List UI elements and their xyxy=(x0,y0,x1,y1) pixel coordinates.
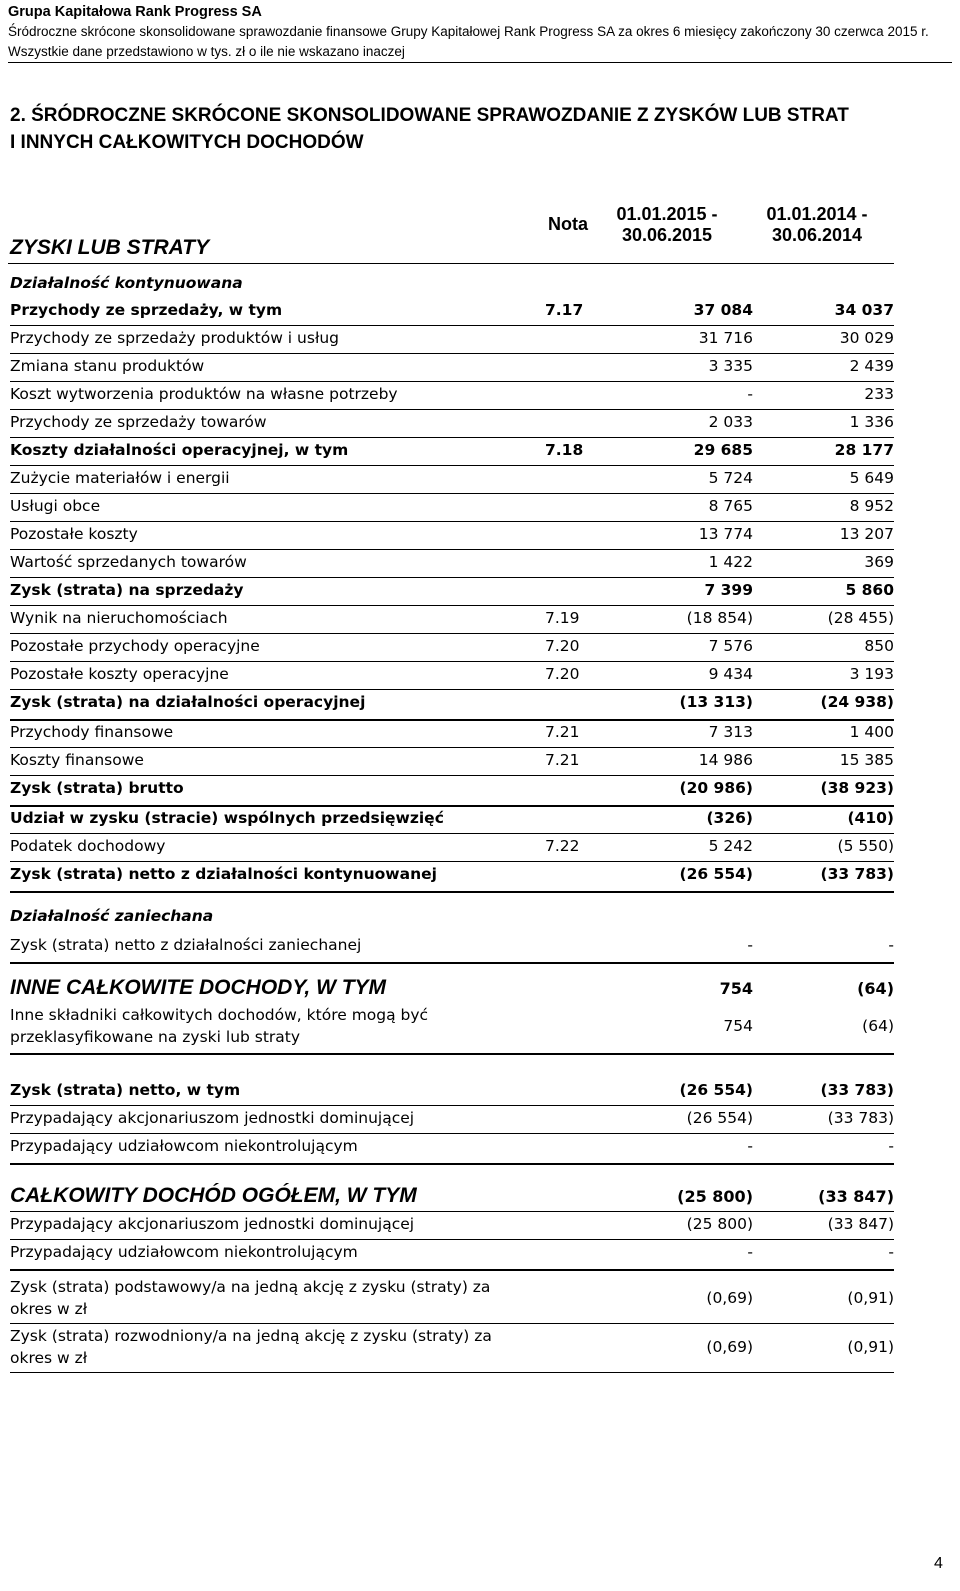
row-value-2014: (28 455) xyxy=(827,609,894,627)
row-nota: 7.21 xyxy=(545,723,580,741)
page-number: 4 xyxy=(934,1555,943,1572)
table-header-divider xyxy=(8,263,894,264)
table-row xyxy=(10,633,894,662)
table-row xyxy=(10,1105,894,1134)
row-value-2014: 5 860 xyxy=(845,581,894,599)
row-value-2014: (0,91) xyxy=(847,1338,894,1356)
row-value-2015: 9 434 xyxy=(708,665,753,683)
row-value-2014: 369 xyxy=(864,553,894,571)
table-row xyxy=(10,1211,894,1240)
row-value-2015: (26 554) xyxy=(679,1081,753,1099)
row-label: Koszty finansowe xyxy=(10,751,144,769)
row-value-2014: 30 029 xyxy=(839,329,894,347)
row-value-2014: 5 649 xyxy=(849,469,894,487)
row-value-2015: - xyxy=(747,1137,753,1155)
row-value-2014: (33 783) xyxy=(820,865,894,883)
table-row xyxy=(10,297,894,326)
row-value-2015: (26 554) xyxy=(686,1109,753,1127)
table-row xyxy=(10,833,894,862)
row-value-2015: 7 399 xyxy=(704,581,753,599)
row-nota: 7.20 xyxy=(545,637,580,655)
row-value-2014: 8 952 xyxy=(849,497,894,515)
table-row xyxy=(10,521,894,550)
row-nota: 7.20 xyxy=(545,665,580,683)
row-label: Pozostałe koszty xyxy=(10,525,138,543)
row-nota: 7.17 xyxy=(545,301,584,319)
row-value-2014: (64) xyxy=(857,979,894,998)
row-value-2015: (20 986) xyxy=(679,779,753,797)
report-title-line: Śródroczne skrócone skonsolidowane sprawozdanie finansowe Grupy Kapitałowej Rank Progress SA za okres 6 miesięcy zakończony 30 czerwca 2015 r. xyxy=(8,24,929,39)
row-label: Zysk (strata) na sprzedaży xyxy=(10,581,244,599)
table-row xyxy=(10,437,894,466)
row-value-2015: 754 xyxy=(723,1017,753,1035)
row-value-2015: (0,69) xyxy=(706,1338,753,1356)
row-value-2014: 1 336 xyxy=(849,413,894,431)
table-row xyxy=(10,1003,894,1055)
row-value-2014: (64) xyxy=(862,1017,894,1035)
row-label: Działalność kontynuowana xyxy=(10,274,243,292)
period-2014-header xyxy=(752,204,882,246)
row-value-2015: (25 800) xyxy=(677,1187,753,1206)
row-label: Przypadający udziałowcom niekontrolującym xyxy=(10,1243,358,1261)
table-row xyxy=(10,1133,894,1165)
row-value-2014: (33 783) xyxy=(827,1109,894,1127)
row-value-2015: 5 242 xyxy=(708,837,753,855)
period-2015-line1: 01.01.2015 - xyxy=(616,204,718,224)
row-value-2014: 233 xyxy=(864,385,894,403)
row-label: Zysk (strata) netto z działalności zaniechanej xyxy=(10,936,362,954)
table-row xyxy=(10,689,894,721)
row-value-2015: - xyxy=(747,1243,753,1261)
row-value-2014: (410) xyxy=(847,809,894,827)
row-label: Przypadający akcjonariuszom jednostki dominującej xyxy=(10,1215,415,1233)
row-label: Pozostałe koszty operacyjne xyxy=(10,665,229,683)
row-value-2015: (326) xyxy=(706,809,753,827)
row-value-2015: 5 724 xyxy=(708,469,753,487)
row-label: Przypadający udziałowcom niekontrolującym xyxy=(10,1137,358,1155)
row-label: Inne składniki całkowitych dochodów, które mogą być przeklasyfikowane na zyski lub straty xyxy=(10,1006,429,1046)
row-label: Usługi obce xyxy=(10,497,101,515)
row-value-2015: (26 554) xyxy=(679,865,753,883)
row-nota: 7.22 xyxy=(545,837,580,855)
row-value-2015: (13 313) xyxy=(679,693,753,711)
row-value-2015: 2 033 xyxy=(708,413,753,431)
table-row xyxy=(10,932,894,964)
row-label: INNE CAŁKOWITE DOCHODY, W TYM xyxy=(10,976,387,999)
table-row xyxy=(10,465,894,494)
table-row xyxy=(10,409,894,438)
row-value-2014: (0,91) xyxy=(847,1289,894,1307)
table-row xyxy=(10,325,894,354)
row-value-2015: - xyxy=(747,936,753,954)
row-value-2014: (33 847) xyxy=(818,1187,894,1206)
row-value-2014: 850 xyxy=(864,637,894,655)
row-value-2014: - xyxy=(888,936,894,954)
row-nota: 7.18 xyxy=(545,441,584,459)
row-value-2014: (38 923) xyxy=(820,779,894,797)
row-label: Pozostałe przychody operacyjne xyxy=(10,637,260,655)
row-value-2014: 2 439 xyxy=(849,357,894,375)
table-row xyxy=(10,270,894,298)
row-value-2015: 31 716 xyxy=(698,329,753,347)
period-2015-header xyxy=(602,204,732,246)
row-value-2015: 13 774 xyxy=(698,525,753,543)
row-label: Zysk (strata) na działalności operacyjnej xyxy=(10,693,366,711)
table-row xyxy=(10,577,894,606)
company-name: Grupa Kapitałowa Rank Progress SA xyxy=(8,4,262,20)
row-label: Zużycie materiałów i energii xyxy=(10,469,230,487)
table-row xyxy=(10,861,894,893)
table-row xyxy=(10,1275,894,1324)
row-value-2015: - xyxy=(747,385,753,403)
row-value-2014: - xyxy=(888,1137,894,1155)
row-value-2015: 1 422 xyxy=(708,553,753,571)
row-value-2014: (33 783) xyxy=(820,1081,894,1099)
row-label: Koszt wytworzenia produktów na własne potrzeby xyxy=(10,385,398,403)
row-label: Zysk (strata) rozwodniony/a na jedną akcję z zysku (straty) za okres w zł xyxy=(10,1327,492,1367)
row-value-2015: (25 800) xyxy=(686,1215,753,1233)
row-value-2014: (33 847) xyxy=(827,1215,894,1233)
table-row xyxy=(10,353,894,382)
row-label: Przypadający akcjonariuszom jednostki dominującej xyxy=(10,1109,415,1127)
table-row xyxy=(10,549,894,578)
section-title-line1: 2. ŚRÓDROCZNE SKRÓCONE SKONSOLIDOWANE SPRAWOZDANIE Z ZYSKÓW LUB STRAT xyxy=(10,105,849,126)
section-title-line2: I INNYCH CAŁKOWITYCH DOCHODÓW xyxy=(10,132,364,153)
row-value-2015: 3 335 xyxy=(708,357,753,375)
section-title xyxy=(10,102,950,156)
row-value-2014: 1 400 xyxy=(849,723,894,741)
table-row xyxy=(10,1324,894,1373)
table-row xyxy=(10,381,894,410)
row-nota: 7.21 xyxy=(545,751,580,769)
row-value-2014: - xyxy=(888,1243,894,1261)
table-row xyxy=(10,1239,894,1271)
row-label: Zysk (strata) brutto xyxy=(10,779,184,797)
units-note: Wszystkie dane przedstawiono w tys. zł o ile nie wskazano inaczej xyxy=(8,44,405,59)
row-label: Działalność zaniechana xyxy=(10,907,214,925)
row-label: CAŁKOWITY DOCHÓD OGÓŁEM, W TYM xyxy=(10,1184,417,1207)
table-row xyxy=(10,805,894,834)
row-nota: 7.19 xyxy=(545,609,580,627)
row-label: Wartość sprzedanych towarów xyxy=(10,553,247,571)
row-value-2014: 3 193 xyxy=(849,665,894,683)
row-value-2014: 28 177 xyxy=(834,441,894,459)
page-header xyxy=(8,0,952,62)
row-label: Udział w zysku (stracie) wspólnych przedsięwzięć xyxy=(10,809,444,827)
row-value-2015: (0,69) xyxy=(706,1289,753,1307)
row-value-2015: 37 084 xyxy=(693,301,753,319)
row-value-2015: 14 986 xyxy=(698,751,753,769)
row-value-2015: 7 313 xyxy=(708,723,753,741)
row-value-2014: 13 207 xyxy=(839,525,894,543)
row-label: Podatek dochodowy xyxy=(10,837,166,855)
row-label: Przychody ze sprzedaży produktów i usług xyxy=(10,329,340,347)
table-row xyxy=(10,719,894,748)
row-value-2014: (5 550) xyxy=(837,837,894,855)
row-value-2014: (24 938) xyxy=(820,693,894,711)
table-row xyxy=(10,605,894,634)
row-label: Przychody ze sprzedaży, w tym xyxy=(10,301,283,319)
table-row xyxy=(10,903,894,931)
nota-column-header: Nota xyxy=(548,214,588,234)
row-label: Przychody finansowe xyxy=(10,723,174,741)
row-label: Przychody ze sprzedaży towarów xyxy=(10,413,267,431)
row-value-2014: 15 385 xyxy=(839,751,894,769)
row-label: Wynik na nieruchomościach xyxy=(10,609,228,627)
table-caption: ZYSKI LUB STRATY xyxy=(10,236,210,259)
row-value-2015: 29 685 xyxy=(693,441,753,459)
row-label: Zysk (strata) netto, w tym xyxy=(10,1081,241,1099)
row-label: Koszty działalności operacyjnej, w tym xyxy=(10,441,349,459)
row-value-2015: 754 xyxy=(719,979,753,998)
table-row xyxy=(10,1077,894,1106)
table-row xyxy=(10,975,894,1003)
table-row xyxy=(10,493,894,522)
table-row xyxy=(10,775,894,807)
row-value-2015: 8 765 xyxy=(708,497,753,515)
period-2015-line2: 30.06.2015 xyxy=(621,225,713,245)
period-2014-line2: 30.06.2014 xyxy=(771,225,863,245)
row-value-2014: 34 037 xyxy=(834,301,894,319)
row-value-2015: (18 854) xyxy=(686,609,753,627)
period-2014-line1: 01.01.2014 - xyxy=(766,204,868,224)
row-label: Zysk (strata) netto z działalności kontynuowanej xyxy=(10,865,437,883)
table-row xyxy=(10,1183,894,1212)
table-row xyxy=(10,747,894,776)
row-label: Zysk (strata) podstawowy/a na jedną akcję z zysku (straty) za okres w zł xyxy=(10,1278,491,1318)
row-value-2015: 7 576 xyxy=(708,637,753,655)
header-divider xyxy=(8,62,952,63)
table-row xyxy=(10,661,894,690)
row-label: Zmiana stanu produktów xyxy=(10,357,205,375)
